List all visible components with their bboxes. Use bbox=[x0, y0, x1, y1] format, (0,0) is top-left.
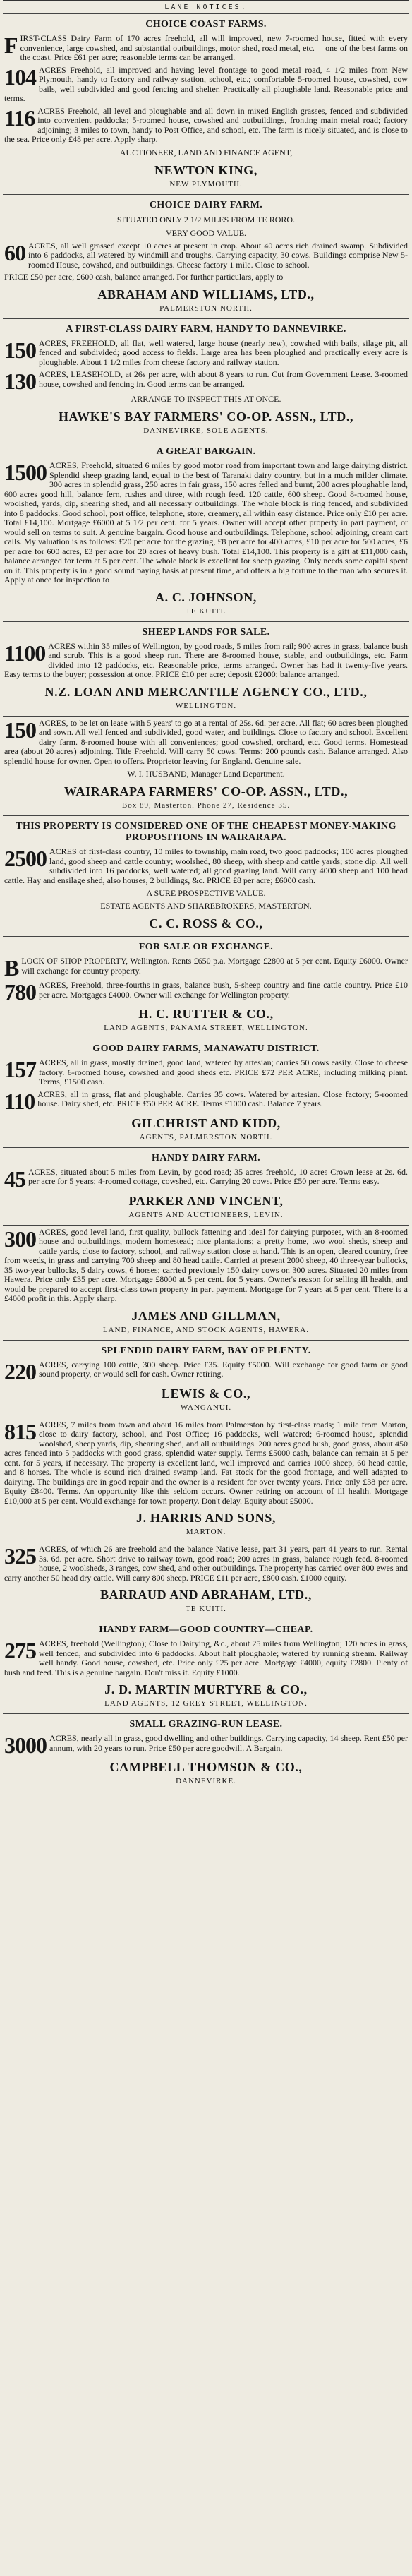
ad-text: ACRES, FREEHOLD, all flat, well watered, large house (nearly new), cowshed with bails, silage pit, all fenced and subdivided; good access to fields. Large area has been ploughed and practically every acre is ploughable. About 1 1/2 miles from cheese factory and railway station. bbox=[39, 337, 408, 367]
ad-note: ARRANGE TO INSPECT THIS AT ONCE. bbox=[131, 394, 281, 404]
advertisement bbox=[3, 1340, 409, 1418]
advertiser-address: TE KUITI. bbox=[186, 1605, 226, 1613]
advertiser-address: LAND, FINANCE, AND STOCK AGENTS, HAWERA. bbox=[102, 1325, 310, 1334]
advertiser-address: LAND AGENTS, 12 GREY STREET, WELLINGTON. bbox=[104, 1699, 308, 1708]
ad-title: SMALL GRAZING-RUN LEASE. bbox=[129, 1719, 283, 1730]
advertisement bbox=[3, 1619, 409, 1713]
ad-title: HANDY FARM—GOOD COUNTRY—CHEAP. bbox=[99, 1624, 313, 1635]
ad-note: W. I. HUSBAND, Manager Land Department. bbox=[127, 769, 285, 779]
advertisement bbox=[3, 936, 409, 1038]
ad-paragraph bbox=[4, 719, 408, 767]
lead-number: 60 bbox=[4, 239, 25, 265]
lead-number: 300 bbox=[4, 1226, 36, 1252]
advertisement bbox=[3, 815, 409, 936]
advertisements bbox=[3, 13, 409, 1791]
advertiser-address: DANNEVIRKE. bbox=[176, 1777, 236, 1785]
ad-paragraph bbox=[4, 1228, 408, 1304]
ad-text: ACRES, all in grass, flat and ploughable. Carries 35 cows. Watered by artesian. Close factory; 5-roomed house. Dairy shed, etc. PRICE £50 PER ACRE. Terms £1000 cash. Balance 7 years. bbox=[37, 1089, 408, 1108]
lead-number: B bbox=[4, 955, 19, 981]
ad-note: ESTATE AGENTS AND SHAREBROKERS, MASTERTON. bbox=[100, 901, 312, 911]
advertiser-name: J. D. MARTIN MURTYRE & CO., bbox=[104, 1682, 308, 1696]
advertisement bbox=[3, 1713, 409, 1791]
ad-paragraph bbox=[4, 369, 408, 394]
advertiser-address: DANNEVIRKE, SOLE AGENTS. bbox=[143, 426, 269, 435]
ad-note: AUCTIONEER, LAND AND FINANCE AGENT, bbox=[119, 147, 293, 157]
advertisement bbox=[3, 1147, 409, 1225]
lead-number: F bbox=[4, 32, 18, 58]
ad-text: ACRES, to be let on lease with 5 years' to go at a rental of 25s. 6d. per acre. All flat; 60 acres been ploughed and sown. All well fenced and subdivided, good water, and buildings. Close to factory and school. Excellent dairy farm. 8-roomed house with all conveniences; good cowshed, orchard, etc. Good terms. Homestead area (about 20 acres) adjoining. Title Freehold. Will carry 50 cows. Terms: 200 pounds cash. Balance arranged. Also splendid house for owner. Open to offers. Proprietor leaving for England. Genuine sale. bbox=[4, 717, 408, 766]
advertiser-name: C. C. ROSS & CO., bbox=[149, 916, 263, 930]
advertiser-address: AGENTS, PALMERSTON NORTH. bbox=[139, 1132, 273, 1142]
advertiser-address: AGENTS AND AUCTIONEERS, LEVIN. bbox=[128, 1210, 284, 1219]
lead-number: 150 bbox=[4, 717, 36, 743]
ad-text: IRST-CLASS Dairy Farm of 170 acres freehold, all will improved, new 7-roomed house, fitted with every convenience, large cowshed, and substantial outbuildings, motor shed, road metal, etc.— one of the best farms on the coast. Price £61 per acre; reasonable terms can be arranged. bbox=[20, 33, 408, 62]
ad-text: ACRES, 7 miles from town and about 16 miles from Palmerston by first-class roads; 1 mile from Marton, close to dairy factory, school, and Post Office; 16 paddocks, well watered; 6-roomed house, splendid woolshed, sheep yards, dip, shearing shed, and all outbuildings. 200 acres good bush, good grass, about 450 acres fenced into 5 paddocks with good grass, splendid water supply. Terms £5000 cash, balance can remain at 5 per cent. for 5 years, if necessary. The property is excellent land, well improved and carries 1000 sheep, 60 head cattle, and 8 horses. The whole is sound rich drained swamp land. Fat stock for the good frontage, and well adapted to dairying. The buildings are in good repair and the owner is a resident for over twenty years. Price only £38 per acre. Equity £8400. Terms. An opportunity like this seldom occurs. Owner retiring on account of ill health. Mortgage £10,000 at 5 per cent. Would exchange for town property. Don't delay. Equity about £5000. bbox=[4, 1419, 408, 1506]
ad-text: ACRES, of which 26 are freehold and the balance Native lease, part 31 years, part 41 years to run. Rental 3s. 6d. per acre. Short drive to railway town, good road; 200 acres in grass, balance rough feed. 8-roomed house, 2 woolsheds, 3 ranges, cow shed, and other outbuildings. The property has carried over 800 ewes and carry another 50 head dry cattle. Will carry 800 sheep. PRICE £11 per acre, £800 cash. £1000 equity. bbox=[4, 1544, 408, 1583]
lead-number: 110 bbox=[4, 1088, 35, 1114]
ad-paragraph bbox=[4, 847, 408, 885]
ad-paragraph bbox=[4, 66, 408, 104]
ad-text: ACRES, situated about 5 miles from Levin, by good road; 35 acres freehold, 10 acres Crown lease at 2s. 6d. per acre for 5 years; 4-roomed cottage, cowshed, etc. Carrying 20 cows. Price £50 per acre. Terms easy. bbox=[28, 1166, 408, 1186]
advertiser-address: Box 89, Masterton. Phone 27, Residence 35. bbox=[121, 801, 291, 810]
advertiser-address: PALMERSTON NORTH. bbox=[159, 304, 253, 313]
ad-paragraph bbox=[4, 34, 408, 63]
ad-text: ACRES, Freehold, situated 6 miles by good motor road from important town and large dairying district. Splendid sheep grazing land, equal to the best of Taranaki dairy country, but in a much milder climate. 300 acres in splendid grass, 250 acres in fair grass, 150 acres felled and burnt, 200 acres ploughable land, 600 acres good hill, balance fern, rushes and titree, with rough feed. 120 cattle, 600 sheep. Good 8-roomed house, woolshed, yards, dip, shearing shed, and all necessary outbuildings. The whole block is ring fenced, and subdivided into 8 paddocks. Good school, post office, telephone, store, creamery, all within easy distance. Price only £10 per acre. Total £14,100. Mortgage £6000 at 5 1/2 per cent. for 5 years. Owner will accept other property in part payment, or would sell on terms to suit. A genuine bargain. Good house and outbuildings. Telephone, school adjoining, cream cart calls. My valuation is as follows: £20 per acre for the grazing, £8 per acre for 400 acres, £10 per acre for 500 acres, £6 per acre for 600 acres, £3 per acre for 20 acres of heavy bush. Total £14,100. This property is a gift at £11,000 cash, balance arranged for term at 5 per cent. The whole block is excellent for sheep grazing. Only needs some capital spent on it. This property is in a good sound paying basis at present time, and offers a big fortune to the man who secures it. Apply at once for inspection to bbox=[4, 460, 408, 585]
ad-text: ACRES, carrying 100 cattle, 300 sheep. Price £35. Equity £5000. Will exchange for good farm or good sound property, or would sell for cash. Owner retiring. bbox=[39, 1359, 408, 1379]
advertisement bbox=[3, 1225, 409, 1340]
advertiser-name: BARRAUD AND ABRAHAM, LTD., bbox=[100, 1588, 312, 1602]
ad-title: CHOICE DAIRY FARM. bbox=[149, 199, 263, 210]
advertiser-address: NEW PLYMOUTH. bbox=[169, 179, 243, 188]
ad-text: ACRES, nearly all in grass, good dwelling and other buildings. Carrying capacity, 14 sheep. Rent £50 per annum, with 20 years to run. Price £50 per acre goodwill. A Bargain. bbox=[49, 1733, 408, 1753]
advertiser-name: A. C. JOHNSON, bbox=[155, 589, 257, 604]
advertiser-name: J. HARRIS AND SONS, bbox=[136, 1511, 276, 1525]
ad-paragraph bbox=[4, 1058, 408, 1087]
ad-paragraph bbox=[4, 1166, 408, 1192]
ad-title: CHOICE COAST FARMS. bbox=[145, 19, 267, 30]
advertiser-name: HAWKE'S BAY FARMERS' CO-OP. ASSN., LTD., bbox=[58, 409, 354, 424]
ad-text: ACRES Freehold, all improved and having level frontage to good metal road, 4 1/2 miles from New Plymouth, handy to factory and railway station, school, etc.; comfortable 5-roomed house, cowshed, cow bails, well subdivided and good fencing and shelter. Practically all ploughable land. Reasonable price and terms. bbox=[4, 64, 408, 103]
ad-paragraph bbox=[4, 241, 408, 270]
ad-title: A GREAT BARGAIN. bbox=[156, 446, 256, 457]
advertiser-name: PARKER AND VINCENT, bbox=[128, 1193, 284, 1208]
ad-subtitle: SITUATED ONLY 2 1/2 MILES FROM TE RORO. bbox=[116, 214, 296, 224]
ad-title: FOR SALE OR EXCHANGE. bbox=[138, 942, 274, 952]
ad-paragraph bbox=[4, 642, 408, 680]
ad-paragraph bbox=[4, 1360, 408, 1382]
ad-text: ACRES within 35 miles of Wellington, by good roads, 5 miles from rail; 900 acres in grass, balance bush and scrub. This is a good sheep run. There are 8-roomed house, stable, and outbuildings, etc. Farm divided into 12 paddocks, etc. Reasonable price, terms arranged. Owner has had it twenty-five years. Easy terms to the buyer; possession at once. PRICE £10 per acre; deposit £2000; balance arranged. bbox=[4, 640, 408, 679]
ad-paragraph bbox=[4, 1545, 408, 1583]
advertisement bbox=[3, 441, 409, 621]
lead-number: 45 bbox=[4, 1166, 25, 1192]
advertisement bbox=[3, 194, 409, 318]
advertiser-name: LEWIS & CO., bbox=[161, 1386, 251, 1401]
lead-number: 116 bbox=[4, 104, 35, 131]
advertisement bbox=[3, 1038, 409, 1147]
ad-title: SHEEP LANDS FOR SALE. bbox=[142, 626, 270, 637]
advertisement bbox=[3, 716, 409, 816]
advertiser-name: CAMPBELL THOMSON & CO., bbox=[109, 1760, 303, 1774]
ad-paragraph bbox=[4, 1088, 408, 1114]
ad-paragraph bbox=[4, 979, 408, 1005]
advertisement bbox=[3, 621, 409, 716]
lead-number: 220 bbox=[4, 1358, 36, 1384]
advertiser-name: N.Z. LOAN AND MERCANTILE AGENCY CO., LTD., bbox=[44, 684, 368, 699]
advertiser-name: NEWTON KING, bbox=[154, 162, 258, 177]
lead-number: 815 bbox=[4, 1418, 36, 1444]
lead-number: 104 bbox=[4, 64, 36, 90]
lead-number: 1100 bbox=[4, 640, 46, 666]
lead-number: 3000 bbox=[4, 1732, 47, 1758]
ad-paragraph bbox=[4, 104, 408, 145]
lead-number: 150 bbox=[4, 337, 36, 363]
ad-paragraph bbox=[4, 339, 408, 368]
ad-text: LOCK OF SHOP PROPERTY, Wellington. Rents £650 p.a. Mortgage £2800 at 5 per cent. Equity £6000. Owner will exchange for country property. bbox=[21, 956, 408, 976]
ad-paragraph bbox=[4, 461, 408, 585]
ad-text: ACRES, all in grass, mostly drained, good land, watered by artesian; carries 50 cows easily. Close to cheese factory. 6-roomed house, cowshed and good sheds etc. PRICE £72 PER ACRE, including milking plant. Terms, £1500 cash. bbox=[39, 1058, 408, 1086]
advertisement bbox=[3, 318, 409, 441]
lead-number: 780 bbox=[4, 979, 36, 1005]
ad-text: PRICE £50 per acre, £600 cash, balance arranged. For further particulars, apply to bbox=[4, 272, 284, 282]
advertisement bbox=[3, 1542, 409, 1619]
advertiser-name: H. C. RUTTER & CO., bbox=[138, 1007, 274, 1021]
ad-text: ACRES, all well grassed except 10 acres at present in crop. About 40 acres rich drained swamp. Subdivided into 6 paddocks, all watered by windmill and troughs. Carrying capacity, 30 cows. Buildings comprise New 5-roomed House, cowshed, and outbuildings. Cheese factory 1 mile. Close to school. bbox=[28, 240, 408, 270]
ad-title: HANDY DAIRY FARM. bbox=[152, 1152, 260, 1163]
lead-number: 130 bbox=[4, 369, 36, 394]
ad-note: A SURE PROSPECTIVE VALUE. bbox=[146, 888, 266, 898]
ad-paragraph bbox=[4, 1732, 408, 1758]
ad-subtitle: VERY GOOD VALUE. bbox=[165, 227, 247, 238]
ad-title: A FIRST-CLASS DAIRY FARM, HANDY TO DANNEVIRKE. bbox=[66, 323, 346, 335]
ad-paragraph bbox=[4, 955, 408, 981]
ad-text: ACRES of first-class country, 10 miles to township, main road, two good paddocks; 100 acres ploughed land, good sheep and cattle country; woolshed, 80 sheep, with sheep and cattle yards; stone dip. All well subdivided into 16 paddocks, well watered; all good grazing land. Will carry 4000 sheep and 100 head cattle. Hay and ensilage shed, also houses, 2 buildings, &c. PRICE £8 per acre; £6000 cash. bbox=[4, 846, 408, 885]
advertiser-name: GILCHRIST AND KIDD, bbox=[131, 1115, 281, 1130]
advertiser-name: JAMES AND GILLMAN, bbox=[131, 1308, 281, 1323]
advertisement bbox=[3, 1418, 409, 1542]
ad-text: ACRES, freehold (Wellington); Close to Dairying, &c., about 25 miles from Wellington; 120 acres in grass, well fenced, and subdivided into 6 paddocks. About half ploughable; watered by running stream. Railway well handy. Good house, cowshed, etc. Price only £25 per acre. Mortgage £4000, equity £2800. Plenty of bush and feed. This is a genuine bargain. Don't miss it. Equity £1000. bbox=[4, 1639, 408, 1677]
advertiser-address: LAND AGENTS, PANAMA STREET, WELLINGTON. bbox=[104, 1024, 308, 1032]
lead-number: 1500 bbox=[4, 460, 47, 485]
advertiser-address: WANGANUI. bbox=[180, 1403, 232, 1412]
advertiser-address: TE KUITI. bbox=[186, 606, 226, 616]
advertiser-name: WAIRARAPA FARMERS' CO-OP. ASSN., LTD., bbox=[63, 784, 349, 798]
advertiser-address: MARTON. bbox=[186, 1528, 226, 1536]
lead-number: 275 bbox=[4, 1638, 36, 1663]
advertiser-address: WELLINGTON. bbox=[175, 701, 237, 710]
ad-text: ACRES, Freehold, three-fourths in grass, balance bush, 5-sheep country and fine cattle country. Price £10 per acre. Mortgages £4000. Owner will exchange for Wellington property. bbox=[39, 980, 408, 1000]
ad-paragraph bbox=[4, 1639, 408, 1677]
ad-title: THIS PROPERTY IS CONSIDERED ONE OF THE CHEAPEST MONEY-MAKING PROPOSITIONS IN WAIRARAPA. bbox=[16, 821, 396, 843]
top-rule bbox=[3, 0, 409, 1]
ad-title: GOOD DAIRY FARMS, MANAWATU DISTRICT. bbox=[92, 1043, 320, 1054]
section-title: LANE NOTICES. bbox=[164, 4, 248, 11]
ad-text: ACRES Freehold, all level and ploughable and all down in mixed English grasses, fenced and subdivided into convenient paddocks; 5-roomed house, cowshed and outbuildings, fronting main metal road; factory adjoining; 3 miles to town, handy to Post Office, and school, etc. The farm is nicely situated, and is close to the sea. Price only £48 per acre. Apply sharp. bbox=[4, 105, 408, 144]
advertisement bbox=[3, 13, 409, 194]
advertiser-name: ABRAHAM AND WILLIAMS, LTD., bbox=[97, 287, 315, 301]
lead-number: 325 bbox=[4, 1543, 36, 1569]
ad-paragraph bbox=[4, 272, 408, 282]
ad-paragraph bbox=[4, 1420, 408, 1506]
ad-text: ACRES, good level land, first quality, bullock fattening and ideal for dairying purposes, with an 8-roomed house and outbuildings, modern homestead; nice plantations; a pretty home, two wool sheds, sheep and cattle yards, close to factory, school, and railway station close at hand. This is an open, cleared country, free from weeds, in grass and carrying 700 sheep and 80 head cattle. Carried at present 2000 sheep, 40 three-year bullocks, 35 two-year bullocks, 5 dairy cows, 6 horses; carried previously 150 dairy cows on 300 acres. Situated 20 miles from Hawera. Price only £35 per acre. Mortgage £8000 at 5 per cent. for 5 years. Owner's reason for selling ill health, and would be prepared to accept first-class town property in part payment. Mortgage for 7 years at 5 per cent. There is a £4000 profit in this. Apply sharp. bbox=[4, 1226, 408, 1303]
ad-title: SPLENDID DAIRY FARM, BAY OF PLENTY. bbox=[101, 1345, 311, 1356]
lead-number: 2500 bbox=[4, 846, 47, 871]
ad-text: ACRES, LEASEHOLD, at 26s per acre, with about 8 years to run. Cut from Government Lease. 3-roomed house, cowshed and fencing in. Good terms can be arranged. bbox=[39, 369, 408, 389]
lead-number: 157 bbox=[4, 1057, 36, 1082]
